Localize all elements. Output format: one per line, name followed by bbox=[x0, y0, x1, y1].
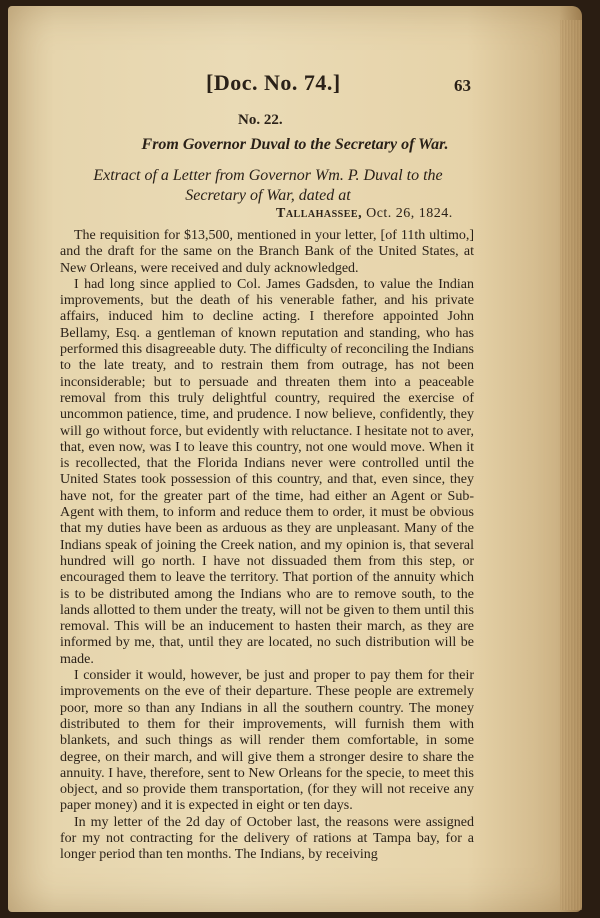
document-number: No. 22. bbox=[238, 112, 283, 128]
dateline-place: Tallahassee, bbox=[276, 206, 363, 221]
doc-label: [Doc. No. 74.] bbox=[206, 70, 341, 95]
dateline-date: Oct. 26, 1824. bbox=[366, 206, 453, 221]
paragraph: I had long since applied to Col. James Gadsden, to value the Indian improvements, but the death of his venerable father, and his private affairs, induced him to decline acting. I therefore appointed John Bellamy, Esq. a gentleman of known reputation and standing, who has performed this disagreeable duty. The difficulty of reconciling the Indians to the late treaty, and to restrain them from outrage, has not been inconsiderable; but to persuade and threaten them into a peaceable removal from this truly delightful country, required the exercise of uncommon patience, time, and prudence. I now believe, confidently, they will go without force, but evidently with reluctance. I hesitate not to aver, that, even now, was I to leave this country, not one would move. When it is recollected, that the Florida Indians never were controlled until the United States took possession of this country, and that, even since, they have not, for the greater part of the time, had either an Agent or Sub-Agent with them, to inform and reduce them to order, it must be obvious that my duties have been as arduous as they are unpleasant. Many of the Indians speak of joining the Creek nation, and my opinion is, that several hundred will go north. I have not dissuaded them from this step, or encouraged them to leave the territory. That portion of the annuity which is to be distributed among the Indians who are to remove south, to the lands allotted to them under the treaty, will not be given to them until this removal. This will be an inducement to hasten their march, as they are informed by me, that, until they are located, no such distribution will be made. bbox=[60, 276, 474, 667]
paragraph: The requisition for $13,500, mentioned in your letter, [of 11th ultimo,] and the draft for the same on the Branch Bank of the United States, at New Orleans, were received and duly acknowledged. bbox=[60, 228, 474, 276]
dateline bbox=[276, 206, 453, 222]
paragraph: In my letter of the 2d day of October last, the reasons were assigned for my not contracting for the delivery of rations at Tampa bay, for a longer period than ten months. The Indians, by receiving bbox=[60, 814, 474, 863]
document-page bbox=[8, 6, 582, 912]
letter-body bbox=[60, 228, 474, 864]
paragraph: I consider it would, however, be just and proper to pay them for their improvements on the eve of their departure. These people are extremely poor, more so than any Indians in all the southern country. The money distributed to them for their improvements, will furnish them with blankets, and such things as will render them comfortable, in some degree, on their march, and will give them a stronger desire to share the annuity. I have, therefore, sent to New Orleans for the specie, to meet this object, and so provide them transportation, (for they will not receive any paper money) and it is expected in eight or ten days. bbox=[60, 668, 474, 814]
page-header bbox=[8, 70, 582, 102]
letter-title: From Governor Duval to the Secretary of War. bbox=[141, 136, 449, 153]
page-number: 63 bbox=[454, 76, 471, 95]
letter-subtitle: Extract of a Letter from Governor Wm. P. Duval to the Secretary of War, dated at bbox=[93, 167, 443, 204]
